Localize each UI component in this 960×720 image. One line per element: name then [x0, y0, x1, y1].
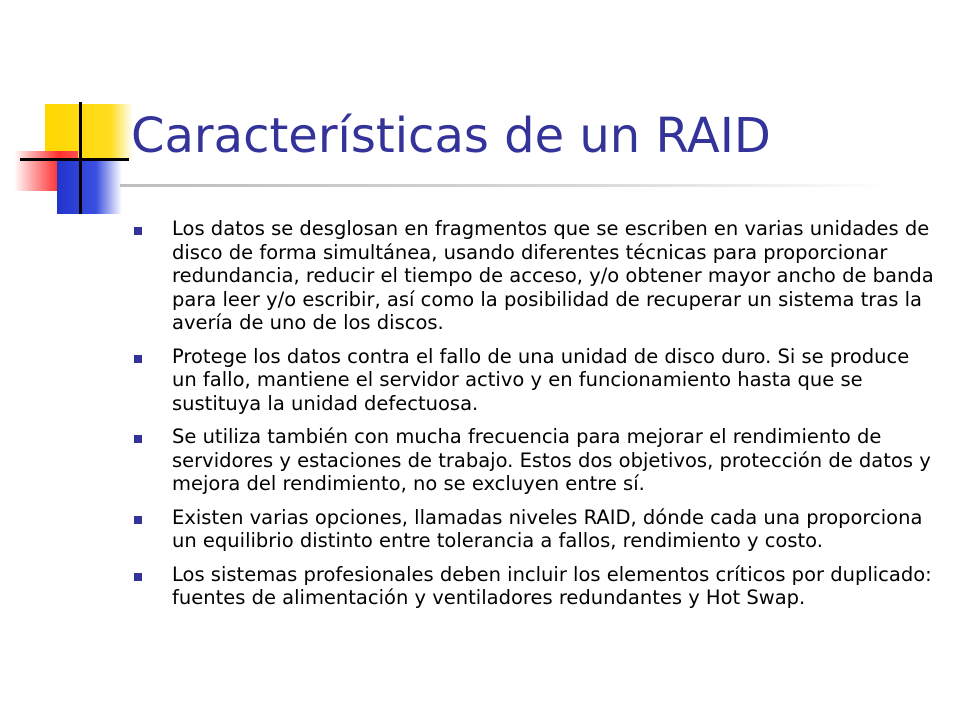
title-divider: [120, 184, 894, 187]
bullet-item: [130, 506, 940, 553]
square-bullet-icon: [134, 516, 142, 524]
color-squares-emblem-icon: [0, 0, 140, 230]
bullet-text: Existen varias opciones, llamadas niveles RAID, dónde cada una proporciona un equilibrio distinto entre tolerancia a fallos, rendimiento y costo.: [172, 505, 923, 552]
square-bullet-icon: [134, 227, 142, 235]
bullet-text: Los datos se desglosan en fragmentos que se escriben en varias unidades de disco de forma simultánea, usando diferentes técnicas para proporcionar redundancia, reducir el tiempo de acceso, y/o obtener mayor ancho de banda para leer y/o escribir, así como la posibilidad de recuperar un sistema tras la avería de uno de los discos.: [172, 217, 934, 334]
square-bullet-icon: [134, 355, 142, 363]
square-bullet-icon: [134, 435, 142, 443]
bullet-text: Se utiliza también con mucha frecuencia para mejorar el rendimiento de servidores y estaciones de trabajo. Estos dos objetivos, protección de datos y mejora del rendimiento, no se excluyen entre sí.: [172, 425, 931, 495]
bullet-text: Protege los datos contra el fallo de una unidad de disco duro. Si se produce un fallo, mantiene el servidor activo y en funcionamiento hasta que se sustituya la unidad defectuosa.: [172, 344, 910, 415]
square-bullet-icon: [134, 573, 142, 581]
bullet-item: [130, 345, 940, 416]
bullet-text: Los sistemas profesionales deben incluir los elementos críticos por duplicado: fuentes de alimentación y ventiladores redundantes y Hot Swap.: [172, 562, 932, 609]
slide-title: Características de un RAID: [131, 108, 771, 164]
bullet-list: [130, 217, 940, 620]
bullet-item: [130, 217, 940, 335]
bullet-item: [130, 563, 940, 610]
bullet-item: [130, 425, 940, 496]
